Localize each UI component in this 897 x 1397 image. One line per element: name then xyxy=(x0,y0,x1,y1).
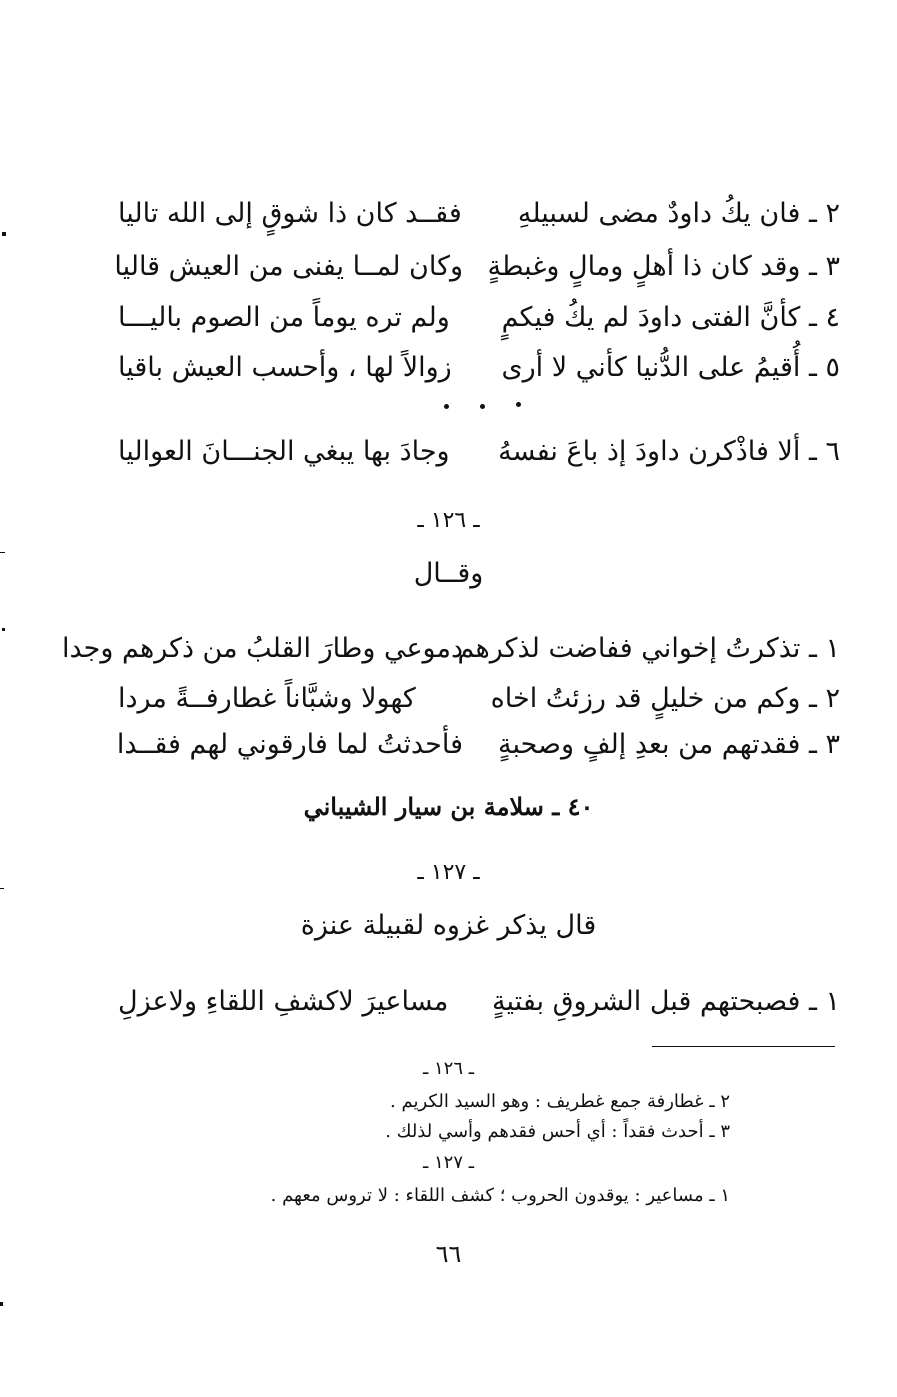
second-hemistich: فقــد كان ذا شوقٍ إلى الله تاليا xyxy=(118,198,462,229)
footnote-number: ـ ١٢٦ ـ xyxy=(422,1058,474,1079)
first-hemistich: ٣ ـ وقد كان ذا أهلٍ ومالٍ وغبطةٍ xyxy=(487,251,840,282)
verse-line xyxy=(118,430,840,474)
first-hemistich: ٤ ـ كأنَّ الفتى داودَ لم يكُ فيكمٍ xyxy=(501,302,840,333)
poem-number: ـ ١٢٧ ـ xyxy=(417,860,480,885)
verse-line xyxy=(118,192,840,236)
scan-mark xyxy=(2,628,5,631)
verse-line xyxy=(118,296,840,340)
verse-line xyxy=(62,627,840,671)
page-number: ٦٦ xyxy=(435,1240,462,1268)
dot xyxy=(444,404,449,409)
second-hemistich: كهولا وشبَّاناً غطارفــةً مردا xyxy=(118,683,416,714)
scan-mark xyxy=(2,232,6,236)
poem-heading: قال يذكر غزوه لقبيلة عنزة xyxy=(300,910,597,941)
verse-line xyxy=(114,245,840,289)
first-hemistich: ١ ـ تذكرتُ إخواني ففاضت لذكرهم xyxy=(457,633,840,664)
dot xyxy=(480,404,485,409)
second-hemistich: وجادَ بها يبغي الجنـــانَ العواليا xyxy=(118,436,450,467)
scan-mark xyxy=(0,888,4,889)
verse-line xyxy=(118,346,840,390)
first-hemistich: ٦ ـ ألا فاذْكرن داودَ إذ باعَ نفسهُ xyxy=(498,436,840,467)
second-hemistich: ولم تره يوماً من الصوم باليـــا xyxy=(118,302,450,333)
dot xyxy=(516,402,521,407)
first-hemistich: ٢ ـ فان يكُ داودٌ مضى لسبيلهِ xyxy=(517,198,840,229)
second-hemistich: زوالاً لها ، وأحسب العيش باقيا xyxy=(118,352,452,383)
first-hemistich: ٣ ـ فقدتهم من بعدِ إلفٍ وصحبةٍ xyxy=(497,729,840,760)
footnote-divider xyxy=(652,1046,835,1047)
poem-heading: وقــال xyxy=(413,558,484,589)
verse-line xyxy=(118,980,840,1024)
first-hemistich: ٥ ـ أُقيمُ على الدُّنيا كأني لا أرى xyxy=(501,352,840,383)
second-hemistich: فأحدثتُ لما فارقوني لهم فقــدا xyxy=(116,729,463,760)
verse-line xyxy=(118,723,840,767)
verse-line xyxy=(118,677,840,721)
scan-mark xyxy=(0,1302,3,1306)
first-hemistich: ١ ـ فصبحتهم قبل الشروقِ بفتيةٍ xyxy=(492,986,840,1017)
poem-number: ـ ١٢٦ ـ xyxy=(417,508,480,533)
ellipsis-dots xyxy=(430,396,530,416)
second-hemistich: دموعي وطارَ القلبُ من ذكرهم وجدا xyxy=(62,633,463,664)
first-hemistich: ٢ ـ وكم من خليلٍ قد رزئتُ اخاه xyxy=(490,683,840,714)
footnote: ٣ ـ أحدث فقداً : أي أحس فقدهم وأسي لذلك . xyxy=(385,1121,730,1142)
footnote: ١ ـ مساعير : يوقدون الحروب ؛ كشف اللقاء : لا تروس معهم . xyxy=(270,1185,730,1206)
scan-mark xyxy=(0,552,5,553)
footnote: ٢ ـ غطارفة جمع غطريف : وهو السيد الكريم . xyxy=(390,1091,730,1112)
poet-heading: ٤٠ ـ سلامة بن سيار الشيباني xyxy=(303,792,594,821)
footnote-number: ـ ١٢٧ ـ xyxy=(422,1152,474,1173)
second-hemistich: وكان لمــا يفنى من العيش قاليا xyxy=(114,251,463,282)
second-hemistich: مساعيرَ لاكشفِ اللقاءِ ولاعزلِ xyxy=(118,986,449,1017)
